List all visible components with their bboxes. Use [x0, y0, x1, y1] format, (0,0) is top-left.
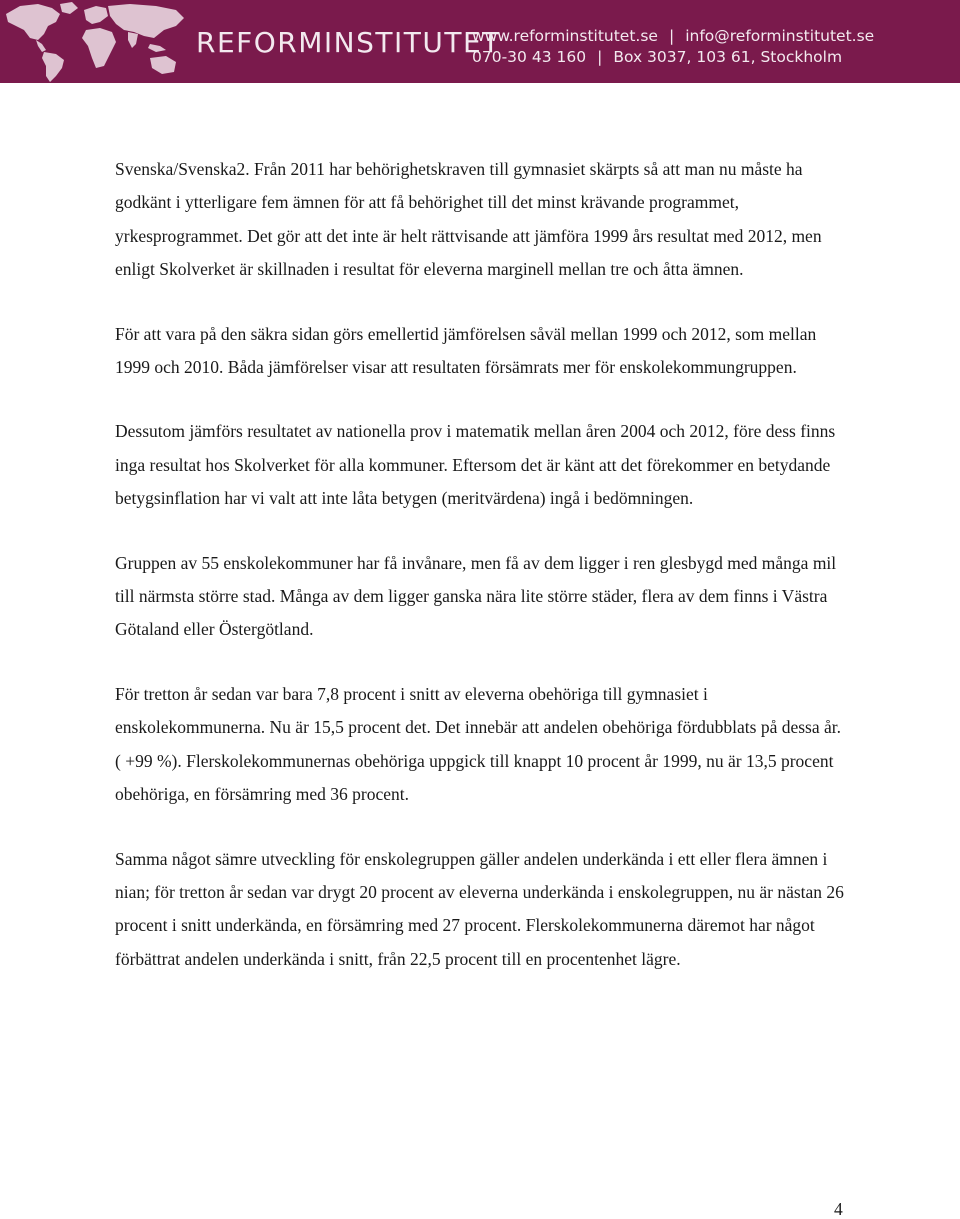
paragraph: För tretton år sedan var bara 7,8 procent i snitt av eleverna obehöriga till gymnasiet i enskolekommunerna. Nu är 15,5 procent det. Det innebär att andelen obehöriga fördubblats på dessa år. ( +99 %). Flerskolekommunernas obehöriga uppgick till knappt 10 procent år 1999, nu är 13,5 procent obehöriga, en försämring med 36 procent.: [115, 683, 842, 805]
phone-number: 070-30 43 160: [472, 48, 587, 66]
contact-divider: |: [597, 48, 603, 66]
paragraph: Samma något sämre utveckling för enskolegruppen gäller andelen underkända i ett eller flera ämnen i nian; för tretton år sedan var drygt 20 procent av eleverna underkända i enskolegruppen, nu är nästan 26 procent i snitt underkända, en försämring med 27 procent. Flerskolekommunerna däremot har något förbättrat andelen underkända i snitt, från 22,5 procent till en procentenhet lägre.: [115, 848, 844, 969]
paragraph: Gruppen av 55 enskolekommuner har få invånare, men få av dem ligger i ren glesbygd med många mil till närmsta större stad. Många av dem ligger ganska nära lite större städer, flera av dem finns i Västra Götaland eller Östergötland.: [115, 552, 837, 640]
paragraph: För att vara på den säkra sidan görs emellertid jämförelsen såväl mellan 1999 och 2012, som mellan 1999 och 2010. Båda jämförelser visar att resultaten försämrats mer för enskolekommungruppen.: [115, 323, 817, 378]
website-link[interactable]: www.reforminstitutet.se: [472, 27, 658, 45]
postal-address: Box 3037, 103 61, Stockholm: [613, 48, 843, 66]
page-number: 4: [834, 1199, 843, 1219]
contact-divider: |: [668, 27, 675, 45]
email-link[interactable]: info@reforminstitutet.se: [685, 27, 875, 45]
brand-name: REFORMINSTITUTET: [196, 26, 501, 59]
contact-row-address: [472, 48, 872, 66]
header-banner: [0, 0, 960, 83]
paragraph: Dessutom jämförs resultatet av nationella prov i matematik mellan åren 2004 och 2012, före dess finns inga resultat hos Skolverket för alla kommuner. Eftersom det är känt att det förekommer en betydande betygsinflation har vi valt att inte låta betygen (meritvärdena) ingå i bedömningen.: [115, 421, 836, 509]
document-body: [115, 153, 851, 1007]
contact-row-web: [472, 27, 875, 45]
paragraph: Svenska/Svenska2. Från 2011 har behörighetskraven till gymnasiet skärpts så att man nu måste ha godkänt i ytterligare fem ämnen för att få behörighet till det minst krävande programmet, yrkesprogrammet. Det gör att det inte är helt rättvisande att jämföra 1999 års resultat med 2012, men enligt Skolverket är skillnaden i resultat för eleverna marginell mellan tre och åtta ämnen.: [115, 159, 822, 280]
world-map-icon: [0, 0, 190, 83]
